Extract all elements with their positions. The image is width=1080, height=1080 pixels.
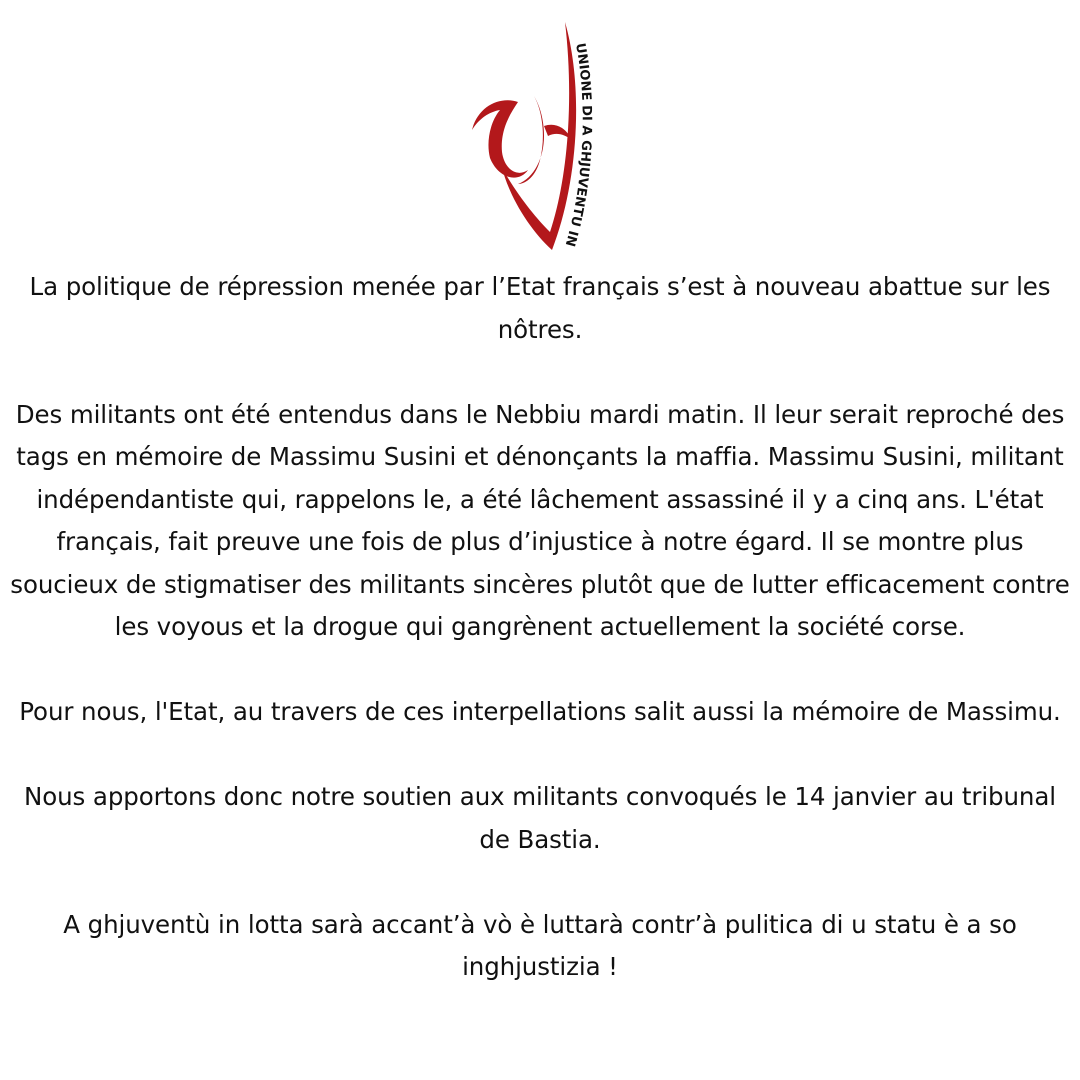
organization-logo [460, 18, 610, 258]
logo-letter-u-right [518, 96, 544, 184]
paragraph-memory: Pour nous, l'Etat, au travers de ces interpellations salit aussi la mémoire de Massimu. [19, 697, 1061, 726]
paragraph-details: Des militants ont été entendus dans le Nebbiu mardi matin. Il leur serait reproché des tags en mémoire de Massimu Susini et dénonçants la maffia. Massimu Susini, militant indépendantiste qui, rappelons le, a été lâchement assassiné il y a cinq ans. L'état français, fait preuve une fois de plus d’injustice à notre égard. Il se montre plus soucieux de stigmatiser des militants sincères plutôt que de lutter efficacement contre les voyous et la drogue qui gangrènent actuellement la société corse. [10, 399, 1070, 641]
paragraph-support: Nous apportons donc notre soutien aux militants convoqués le 14 janvier au tribunal de Bastia. [24, 782, 1056, 854]
logo-graphic [460, 18, 610, 258]
logo-letter-u-left [472, 100, 528, 177]
paragraph-intro: La politique de répression menée par l’Etat français s’est à nouveau abattue sur les nôtres. [29, 272, 1051, 344]
paragraph-closing: A ghjuventù in lotta sarà accant’à vò è luttarà contr’à pulitica di u statu è a so inghjustizia ! [63, 909, 1017, 981]
logo-swoosh [502, 22, 576, 250]
logo-caption-text: UNIONE DI A GHJUVENTU IN [561, 42, 594, 249]
statement-text [0, 266, 1080, 989]
